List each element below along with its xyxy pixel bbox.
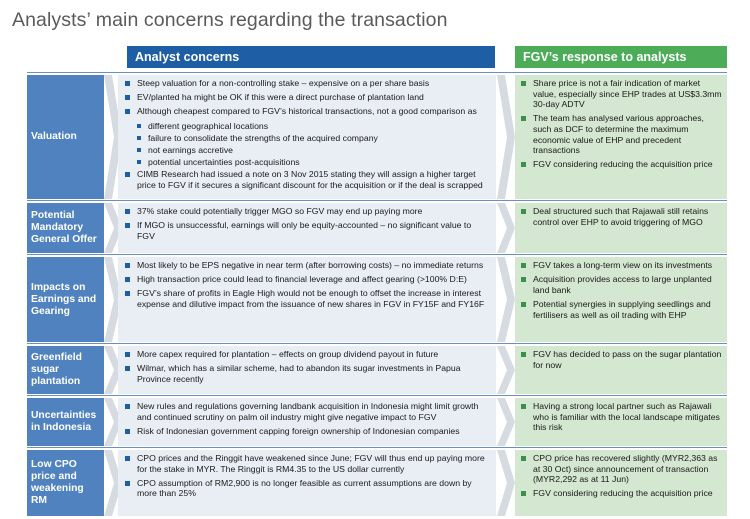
response-bullet: FGV has decided to pass on the sugar plantation for now: [520, 349, 722, 370]
row-label: [27, 398, 104, 446]
row-label-text: Greenfield sugar plantation: [31, 352, 82, 387]
concern-bullet: 37% stake could potentially trigger MGO so FGV may end up paying more: [124, 206, 490, 217]
row-label-text: Potential Mandatory General Offer: [31, 210, 97, 245]
concerns-cell: [118, 450, 496, 516]
response-bullet: Acquisition provides access to large unplanted land bank: [520, 274, 722, 295]
concern-bullet: Steep valuation for a non-controlling stake – expensive on a per share basis: [124, 78, 490, 89]
chevron-right-icon: [497, 398, 515, 446]
chevron-right-icon: [497, 203, 515, 253]
concern-bullet: Most likely to be EPS negative in near term (after borrowing costs) – no immediate returns: [124, 260, 490, 271]
concern-bullet: If MGO is unsuccessful, earnings will only be equity-accounted – no significant value to FGV: [124, 220, 490, 241]
concern-bullet: CPO assumption of RM2,900 is no longer feasible as current assumptions are down by more than 25%: [124, 478, 490, 499]
chevron-right-icon: [497, 450, 515, 516]
row-divider: [27, 343, 727, 344]
concern-bullet: FGV’s share of profits in Eagle High would not be enough to offset the increase in interest expense and dilutive impact from the issuance of new shares in FGV in FY15F and FY16F: [124, 288, 490, 309]
concerns-cell: [118, 398, 496, 446]
response-cell: [515, 75, 727, 199]
response-bullet: Deal structured such that Rajawali still retains control over EHP to avoid triggering of MGO: [520, 206, 722, 227]
row-label: [27, 257, 104, 342]
concern-sub-bullet: not earnings accretive: [124, 145, 490, 156]
row-divider: [27, 395, 727, 396]
concerns-cell: [118, 346, 496, 394]
response-cell: [515, 257, 727, 342]
response-cell: [515, 450, 727, 516]
concern-bullet: Although cheapest compared to FGV’s historical transactions, not a good comparison as: [124, 106, 490, 117]
row-label-text: Low CPO price and weakening RM: [31, 459, 84, 506]
concerns-cell: [118, 257, 496, 342]
concern-bullet: More capex required for plantation – effects on group dividend payout in future: [124, 349, 490, 360]
response-bullet: The team has analysed various approaches, such as DCF to determine the maximum economic value of EHP and precedent transactions: [520, 113, 722, 155]
page-title: Analysts’ main concerns regarding the transaction: [12, 9, 448, 31]
concern-sub-bullet: potential uncertainties post-acquisitions: [124, 157, 490, 168]
row-divider: [27, 254, 727, 255]
concern-sub-bullet: failure to consolidate the strengths of the acquired company: [124, 133, 490, 144]
row-label-text: Impacts on Earnings and Gearing: [31, 281, 97, 317]
concerns-cell: [118, 75, 496, 199]
concern-bullet: New rules and regulations governing landbank acquisition in Indonesia might limit growth and continued scrutiny on palm oil industry might give negative impact to FGV: [124, 401, 490, 422]
chevron-right-icon: [497, 75, 515, 199]
concern-bullet: Risk of Indonesian government capping foreign ownership of Indonesian companies: [124, 426, 490, 437]
concern-bullet: High transaction price could lead to financial leverage and affect gearing (>100% D:E): [124, 274, 490, 285]
response-bullet: Potential synergies in supplying seedlings and fertilisers as well as oil trading with EHP: [520, 299, 722, 320]
row-label-text: Valuation: [31, 131, 77, 142]
row-label-text: Uncertainties in Indonesia: [31, 410, 97, 433]
concern-bullet: CPO prices and the Ringgit have weakened since June; FGV will thus end up paying more for the stake in MYR. The Ringgit is RM4.35 to the US dollar currently: [124, 453, 490, 474]
response-cell: [515, 203, 727, 253]
concern-bullet: CIMB Research had issued a note on 3 Nov 2015 stating they will assign a higher target price to FGV if it secures a significant discount for the acquisition or if the deal is scrapped: [124, 169, 490, 190]
concern-sub-bullet: different geographical locations: [124, 121, 490, 132]
concern-bullet: Wilmar, which has a similar scheme, had to abandon its sugar investments in Papua Province recently: [124, 363, 490, 384]
concerns-cell: [118, 203, 496, 253]
response-bullet: FGV considering reducing the acquisition price: [520, 488, 722, 499]
row-label: [27, 450, 104, 516]
response-bullet: FGV takes a long-term view on its investments: [520, 260, 722, 271]
analyst-concerns-header: Analyst concerns: [127, 46, 495, 68]
concern-bullet: EV/planted ha might be OK if this were a direct purchase of plantation land: [124, 92, 490, 103]
response-bullet: Having a strong local partner such as Rajawali who is familiar with the local landscape mitigates this risk: [520, 401, 722, 433]
row-label: [27, 75, 104, 199]
row-divider: [27, 447, 727, 448]
response-bullet: Share price is not a fair indication of market value, especially since EHP trades at US$3.3mm 30-day ADTV: [520, 78, 722, 110]
row-divider: [27, 200, 727, 201]
response-bullet: FGV considering reducing the acquisition price: [520, 159, 722, 170]
row-divider: [27, 72, 727, 73]
row-label: [27, 346, 104, 394]
fgv-response-header: FGV’s response to analysts: [515, 46, 727, 68]
chevron-right-icon: [497, 346, 515, 394]
chevron-right-icon: [497, 257, 515, 342]
response-bullet: CPO price has recovered slightly (MYR2,363 as at 30 Oct) since announcement of transaction (MYR2,292 as at 11 Jun): [520, 453, 722, 485]
response-cell: [515, 398, 727, 446]
row-label: [27, 203, 104, 253]
response-cell: [515, 346, 727, 394]
